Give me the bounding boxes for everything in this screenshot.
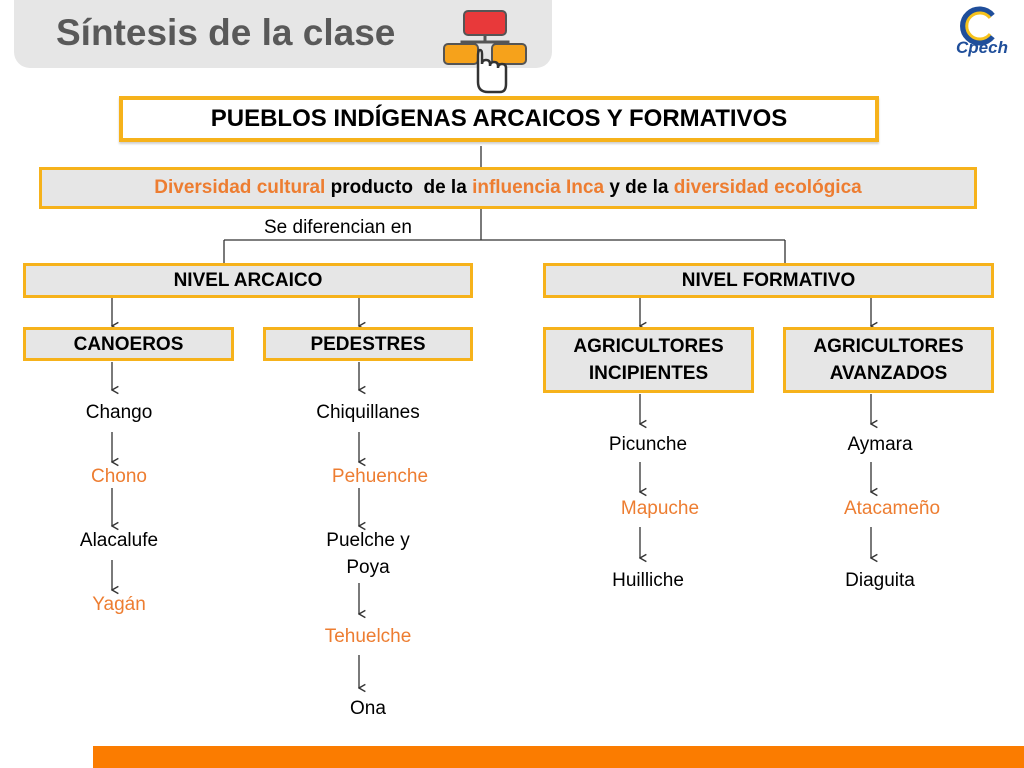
pedestres-label: PEDESTRES — [310, 333, 426, 355]
people-puelche-line1: Puelche y — [326, 530, 410, 551]
agricultores-incipientes-line1: AGRICULTORES — [573, 336, 724, 357]
people-ona: Ona — [350, 698, 386, 719]
people-chango: Chango — [85, 402, 153, 423]
agricultores-avanzados-line2: AVANZADOS — [829, 363, 948, 384]
nivel-arcaico-label: NIVEL ARCAICO — [173, 269, 323, 291]
people-huilliche: Huilliche — [612, 570, 684, 591]
people-atacameno: Atacameño — [843, 498, 941, 519]
people-yagan: Yagán — [92, 594, 146, 615]
main-title-box — [119, 96, 879, 142]
diversity-box — [39, 167, 977, 209]
agricultores-avanzados-line1: AGRICULTORES — [813, 336, 964, 357]
agricultores-incipientes-box — [543, 327, 754, 393]
footer-bar — [93, 746, 1024, 768]
pedestres-box — [263, 327, 473, 361]
people-mapuche: Mapuche — [620, 498, 700, 519]
nivel-formativo-box — [543, 263, 994, 298]
logo-text: Cpech — [956, 38, 1008, 57]
canoeros-label: CANOEROS — [73, 333, 184, 355]
people-tehuelche: Tehuelche — [324, 626, 412, 647]
main-title: PUEBLOS INDÍGENAS ARCAICOS Y FORMATIVOS — [210, 105, 788, 132]
nivel-arcaico-box — [23, 263, 473, 298]
agricultores-incipientes-line2: INCIPIENTES — [588, 363, 709, 384]
people-alacalufe: Alacalufe — [79, 530, 159, 551]
diversity-part-2: producto de la — [325, 177, 473, 198]
canoeros-box — [23, 327, 234, 361]
people-picunche: Picunche — [608, 434, 688, 455]
diversity-part-4: y de la — [604, 177, 674, 198]
page-title: Síntesis de la clase — [56, 12, 396, 53]
diversity-part-5: diversidad ecológica — [673, 177, 862, 198]
people-puelche-line2: Poya — [346, 557, 390, 578]
people-pehuenche: Pehuenche — [331, 466, 429, 487]
people-diaguita: Diaguita — [845, 570, 915, 591]
diversity-part-1: Diversidad cultural — [154, 177, 326, 198]
nivel-formativo-label: NIVEL FORMATIVO — [681, 269, 856, 291]
people-chiquillanes: Chiquillanes — [316, 402, 420, 423]
people-aymara: Aymara — [847, 434, 913, 455]
diversity-part-3: influencia Inca — [472, 177, 605, 198]
se-diferencian-label: Se diferencian en — [264, 217, 412, 238]
agricultores-avanzados-box — [783, 327, 994, 393]
people-chono: Chono — [91, 466, 147, 487]
